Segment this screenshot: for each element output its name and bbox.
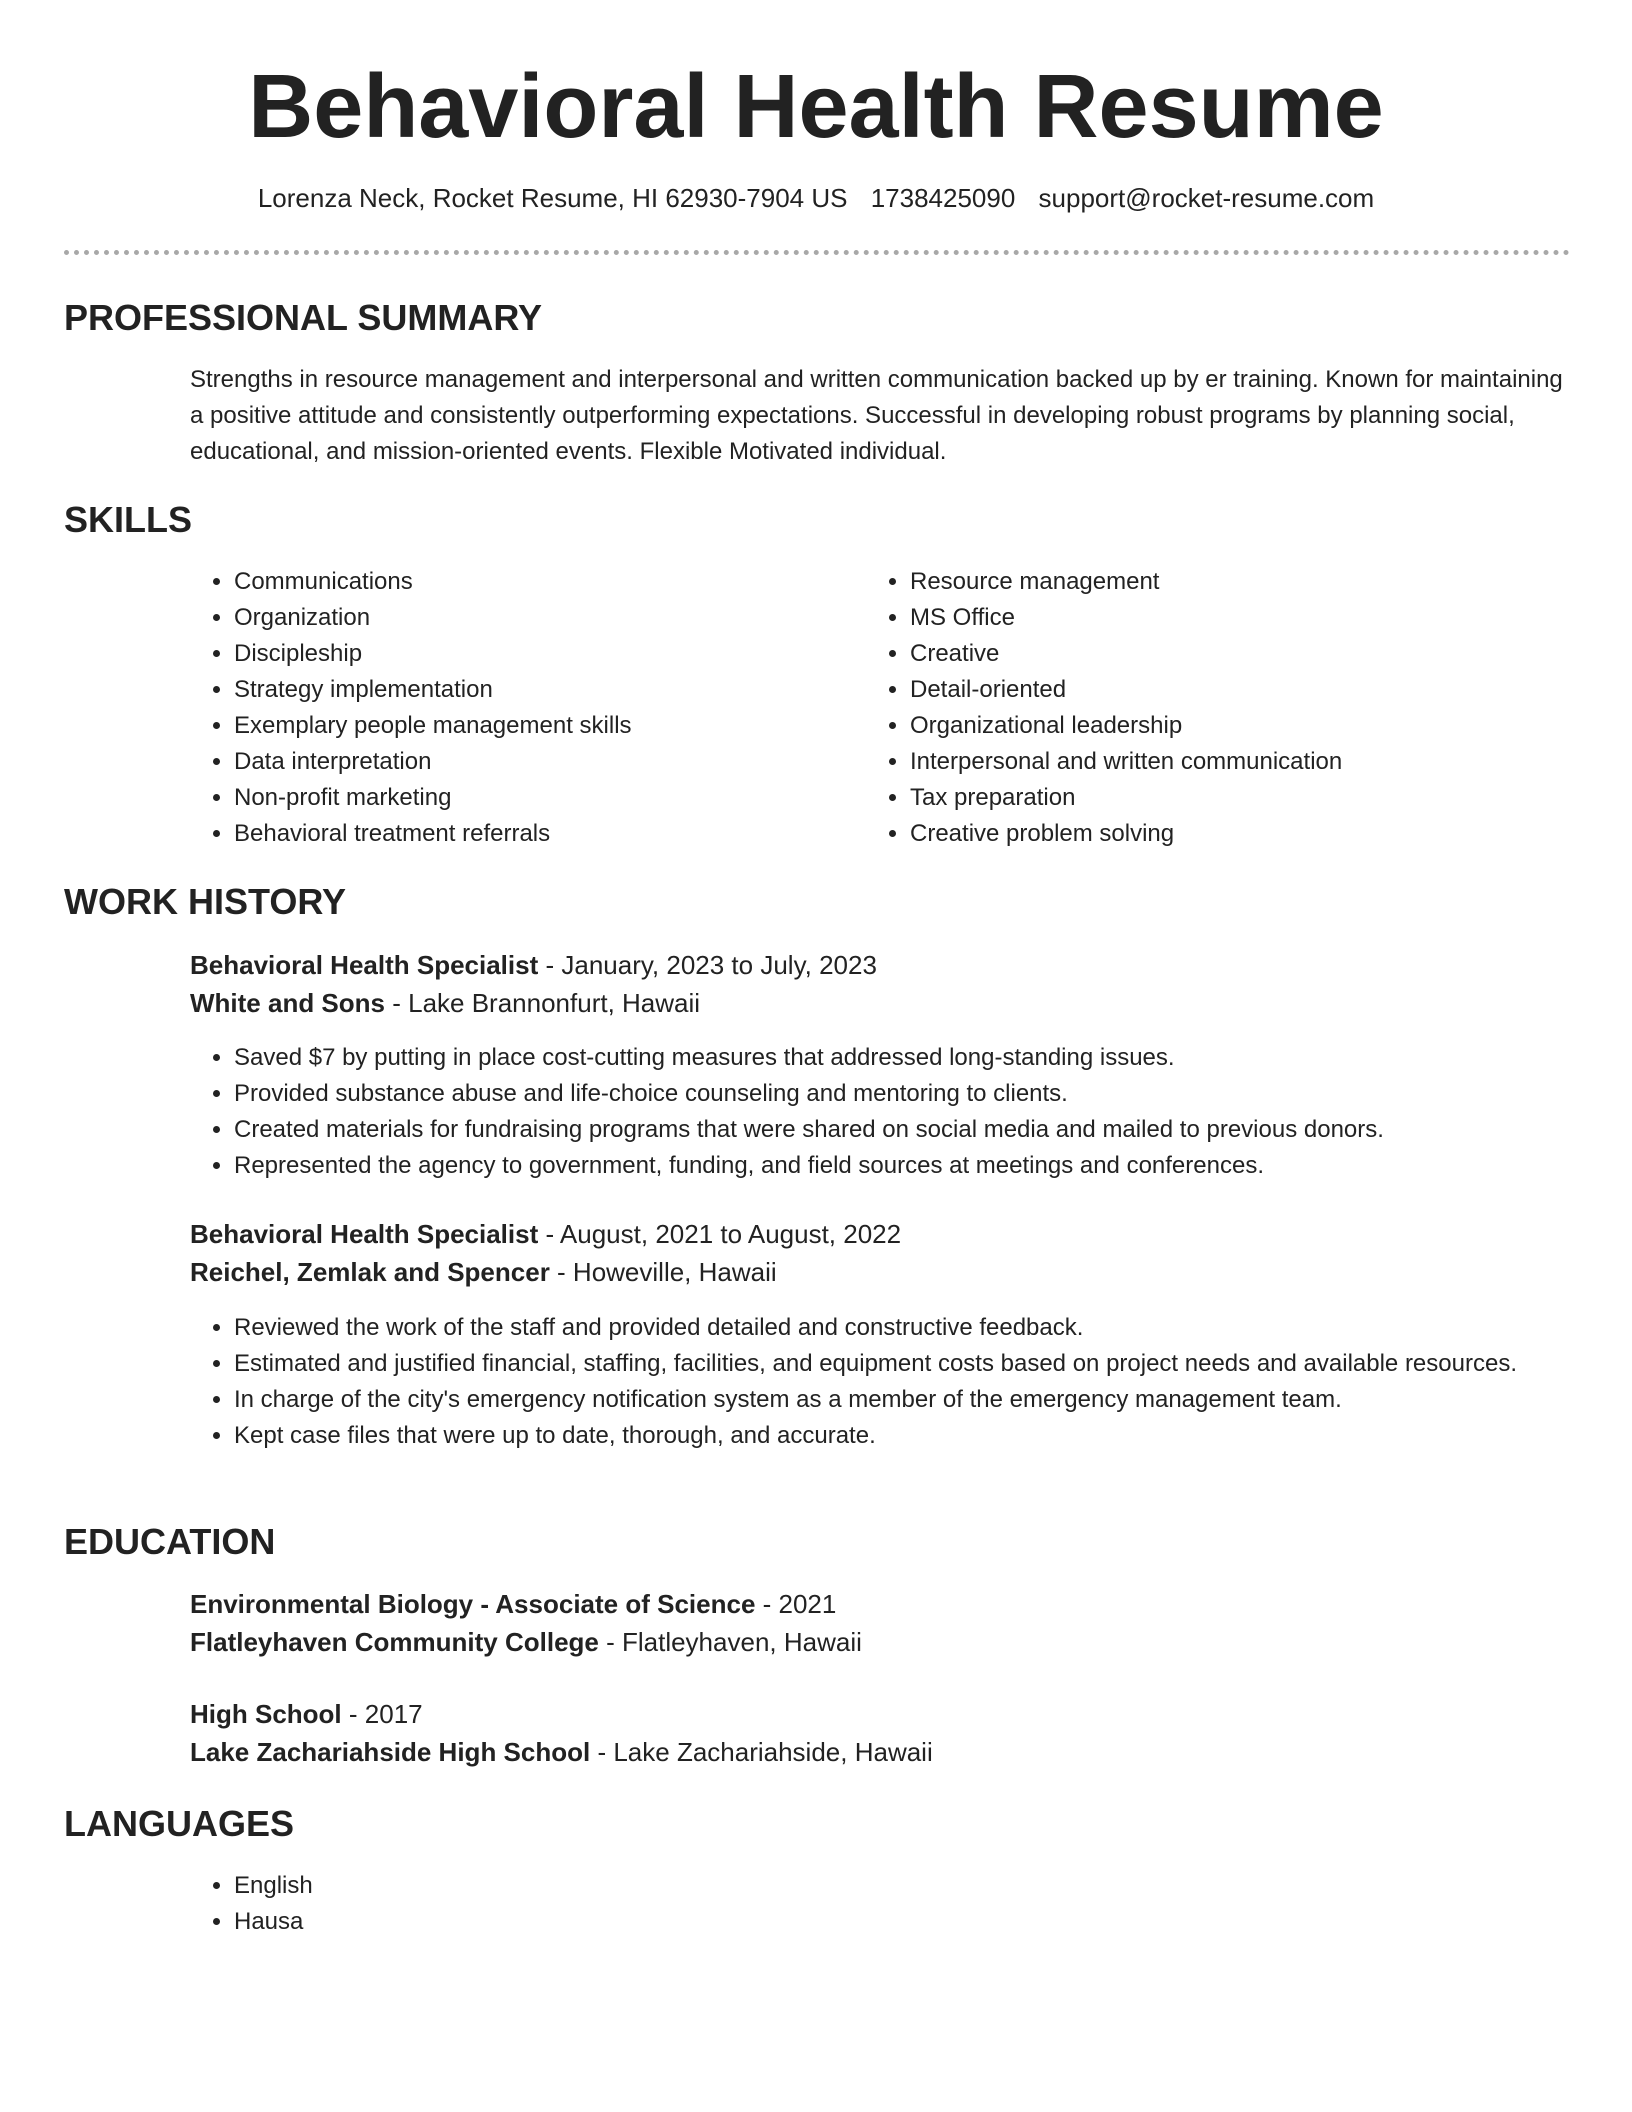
education-year: - 2021: [755, 1589, 837, 1619]
job-location: - Lake Brannonfurt, Hawaii: [385, 988, 701, 1018]
skill-item: • Interpersonal and written communication: [910, 744, 1610, 780]
job-bullet: • Provided substance abuse and life-choice counseling and mentoring to clients.: [234, 1076, 1614, 1112]
skill-item: • Creative problem solving: [910, 816, 1610, 852]
job-title-line: [190, 1215, 901, 1253]
job-bullet: • Represented the agency to government, funding, and field sources at meetings and conferences.: [234, 1148, 1614, 1184]
education-year: - 2017: [341, 1699, 423, 1729]
job-title: Behavioral Health Specialist: [190, 1219, 539, 1249]
skill-item: • Exemplary people management skills: [234, 708, 854, 744]
education-location: - Lake Zachariahside, Hawaii: [590, 1737, 933, 1767]
resume-title: Behavioral Health Resume: [248, 57, 1384, 157]
skill-item: • Organizational leadership: [910, 708, 1610, 744]
job-bullet: • Estimated and justified financial, staffing, facilities, and equipment costs based on project needs and available resources.: [234, 1346, 1524, 1382]
job-company-line: [190, 1253, 777, 1291]
skill-item: • Discipleship: [234, 636, 854, 672]
job-bullet: • Reviewed the work of the staff and provided detailed and constructive feedback.: [234, 1310, 1524, 1346]
job-dates: - January, 2023 to July, 2023: [538, 950, 877, 980]
job-bullet: • Kept case files that were up to date, thorough, and accurate.: [234, 1418, 1524, 1454]
contact-address: Lorenza Neck, Rocket Resume, HI 62930-7904 US: [257, 183, 848, 213]
skill-item: • MS Office: [910, 600, 1610, 636]
contact-line: [0, 180, 1632, 216]
summary-heading: PROFESSIONAL SUMMARY: [64, 297, 543, 338]
job-company-line: [190, 984, 700, 1022]
languages-heading: LANGUAGES: [64, 1803, 295, 1844]
skills-list-right: [866, 564, 1610, 852]
work-heading: WORK HISTORY: [64, 881, 347, 922]
skill-item: • Data interpretation: [234, 744, 854, 780]
skill-item: • Resource management: [910, 564, 1610, 600]
skill-item: • Strategy implementation: [234, 672, 854, 708]
job-bullets: [190, 1310, 1524, 1454]
education-degree: High School: [190, 1699, 342, 1729]
skill-item: • Creative: [910, 636, 1610, 672]
skill-item: • Detail-oriented: [910, 672, 1610, 708]
job-bullet: • In charge of the city's emergency notification system as a member of the emergency management team.: [234, 1382, 1524, 1418]
education-location: - Flatleyhaven, Hawaii: [598, 1627, 862, 1657]
education-school: Lake Zachariahside High School: [190, 1737, 591, 1767]
skills-list-left: [190, 564, 854, 852]
education-school: Flatleyhaven Community College: [190, 1627, 599, 1657]
education-heading: EDUCATION: [64, 1521, 276, 1562]
job-company: Reichel, Zemlak and Spencer: [190, 1257, 550, 1287]
education-degree-line: [190, 1585, 836, 1623]
job-bullet: • Saved $7 by putting in place cost-cutting measures that addressed long-standing issues.: [234, 1040, 1614, 1076]
language-item: • English: [234, 1868, 834, 1904]
skill-item: • Tax preparation: [910, 780, 1610, 816]
education-degree-line: [190, 1695, 423, 1733]
education-school-line: [190, 1623, 862, 1661]
job-title-line: [190, 946, 877, 984]
header-divider: [64, 250, 1570, 255]
job-company: White and Sons: [190, 988, 385, 1018]
job-bullets: [190, 1040, 1614, 1184]
job-title: Behavioral Health Specialist: [190, 950, 539, 980]
job-bullet: • Created materials for fundraising programs that were shared on social media and mailed to previous donors.: [234, 1112, 1614, 1148]
job-location: - Howeville, Hawaii: [549, 1257, 777, 1287]
skill-item: • Communications: [234, 564, 854, 600]
job-dates: - August, 2021 to August, 2022: [538, 1219, 902, 1249]
summary-text: Strengths in resource management and interpersonal and written communication backed up by er training. Known for maintaining a positive attitude and consistently outperforming expectations. Successful in developing robust programs by planning social, educational, and mission-oriented events. Flexible Motivated individual.: [190, 366, 1563, 465]
contact-email: support@rocket-resume.com: [1038, 183, 1375, 213]
language-item: • Hausa: [234, 1904, 834, 1940]
education-degree: Environmental Biology - Associate of Science: [190, 1589, 756, 1619]
skill-item: • Organization: [234, 600, 854, 636]
contact-phone: 1738425090: [870, 183, 1016, 213]
education-school-line: [190, 1733, 933, 1771]
skills-heading: SKILLS: [64, 499, 193, 540]
skill-item: • Behavioral treatment referrals: [234, 816, 854, 852]
skill-item: • Non-profit marketing: [234, 780, 854, 816]
languages-list: [190, 1868, 834, 1940]
